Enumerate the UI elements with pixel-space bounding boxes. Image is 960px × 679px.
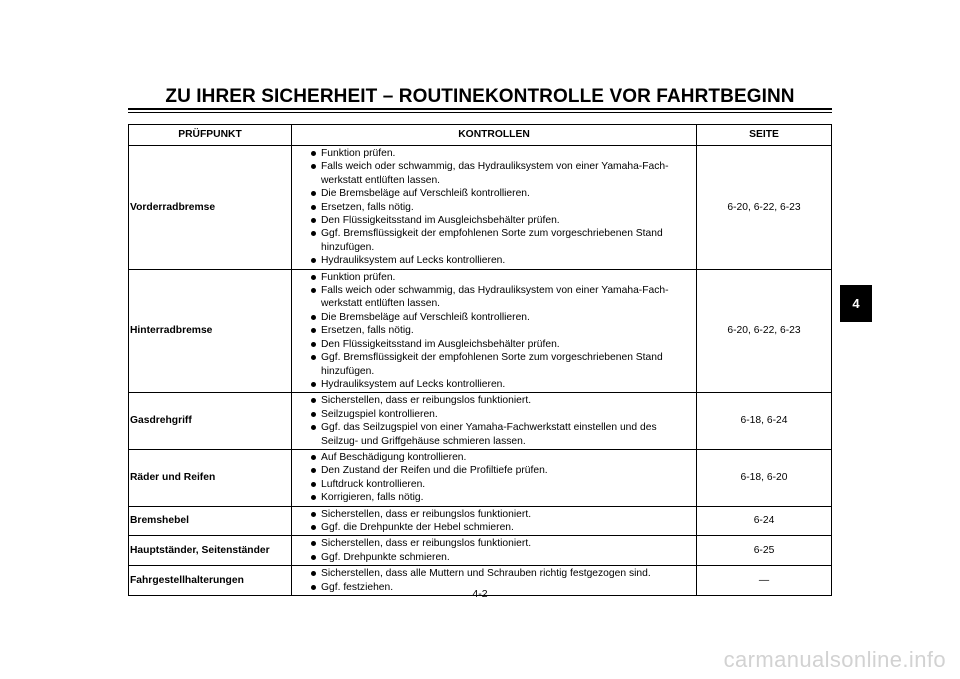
- check-point-cell: Räder und Reifen: [129, 449, 292, 506]
- bullet-icon: [311, 382, 316, 387]
- list-item: [321, 537, 692, 550]
- list-item: [321, 451, 692, 464]
- table-row: [129, 449, 832, 506]
- table-row: [129, 269, 832, 393]
- check-text: Hydrauliksystem auf Lecks kontrollieren.: [321, 255, 506, 267]
- title-rule-top: [128, 108, 832, 110]
- check-point-cell: Hauptständer, Seitenständer: [129, 536, 292, 566]
- check-text: Falls weich oder schwammig, das Hydrauliksystem von einer Yamaha-Fach-werkstatt entlüften lassen.: [321, 161, 669, 186]
- page-ref-cell: —: [697, 566, 832, 596]
- bullet-icon: [311, 164, 316, 169]
- check-text: Korrigieren, falls nötig.: [321, 492, 424, 504]
- check-point-cell: Hinterradbremse: [129, 269, 292, 393]
- check-text: Ggf. Bremsflüssigkeit der empfohlenen Sorte zum vorgeschriebenen Stand hinzufügen.: [321, 228, 663, 253]
- check-point-cell: Gasdrehgriff: [129, 393, 292, 450]
- page-title: ZU IHRER SICHERHEIT – ROUTINEKONTROLLE VOR FAHRTBEGINN: [165, 86, 795, 107]
- check-text: Luftdruck kontrollieren.: [321, 478, 426, 490]
- list-item: [321, 214, 692, 227]
- check-text: Ggf. die Drehpunkte der Hebel schmieren.: [321, 521, 514, 533]
- checks-cell: [292, 146, 697, 270]
- list-item: [321, 160, 692, 187]
- bullet-icon: [311, 205, 316, 210]
- list-item: [321, 521, 692, 534]
- list-item: [321, 324, 692, 337]
- bullet-icon: [311, 275, 316, 280]
- list-item: [321, 201, 692, 214]
- check-text: Ggf. das Seilzugspiel von einer Yamaha-Fachwerkstatt einstellen und des Seilzug- und Griffgehäuse schmieren lassen.: [321, 422, 657, 447]
- table-header-row: [129, 125, 832, 146]
- check-text: Ggf. Bremsflüssigkeit der empfohlenen Sorte zum vorgeschriebenen Stand hinzufügen.: [321, 352, 663, 377]
- chapter-tab: 4: [840, 285, 872, 322]
- list-item: [321, 421, 692, 448]
- inspection-table: [128, 124, 832, 596]
- checks-list: [321, 537, 692, 564]
- bullet-icon: [311, 495, 316, 500]
- check-point-cell: Vorderradbremse: [129, 146, 292, 270]
- page-ref-cell: 6-20, 6-22, 6-23: [697, 269, 832, 393]
- check-text: Seilzugspiel kontrollieren.: [321, 408, 438, 420]
- bullet-icon: [311, 288, 316, 293]
- bullet-icon: [311, 512, 316, 517]
- list-item: [321, 284, 692, 311]
- page-number: 4-2: [472, 588, 488, 600]
- bullet-icon: [311, 258, 316, 263]
- title-rule-bottom: [128, 112, 832, 113]
- page-ref-cell: 6-18, 6-20: [697, 449, 832, 506]
- watermark-text: carmanualsonline.info: [723, 647, 946, 672]
- check-text: Den Flüssigkeitsstand im Ausgleichsbehälter prüfen.: [321, 338, 560, 350]
- list-item: [321, 394, 692, 407]
- bullet-icon: [311, 541, 316, 546]
- bullet-icon: [311, 555, 316, 560]
- check-point-cell: Bremshebel: [129, 506, 292, 536]
- bullet-icon: [311, 191, 316, 196]
- checks-cell: [292, 536, 697, 566]
- bullet-icon: [311, 468, 316, 473]
- header-page: SEITE: [697, 125, 832, 146]
- check-text: Ggf. festziehen.: [321, 581, 394, 593]
- bullet-icon: [311, 425, 316, 430]
- bullet-icon: [311, 151, 316, 156]
- checks-cell: [292, 506, 697, 536]
- list-item: [321, 478, 692, 491]
- bullet-icon: [311, 455, 316, 460]
- page-ref-cell: 6-24: [697, 506, 832, 536]
- table-row: [129, 536, 832, 566]
- list-item: [321, 551, 692, 564]
- bullet-icon: [311, 342, 316, 347]
- check-point-cell: Fahrgestellhalterungen: [129, 566, 292, 596]
- checks-list: [321, 508, 692, 535]
- check-text: Die Bremsbeläge auf Verschleiß kontrollieren.: [321, 188, 530, 200]
- list-item: [321, 378, 692, 391]
- bullet-icon: [311, 218, 316, 223]
- bullet-icon: [311, 585, 316, 590]
- list-item: [321, 254, 692, 267]
- table-row: [129, 393, 832, 450]
- bullet-icon: [311, 412, 316, 417]
- check-text: Auf Beschädigung kontrollieren.: [321, 451, 467, 463]
- check-text: Sicherstellen, dass er reibungslos funktioniert.: [321, 508, 532, 520]
- bullet-icon: [311, 328, 316, 333]
- list-item: [321, 227, 692, 254]
- page-ref-cell: 6-18, 6-24: [697, 393, 832, 450]
- checks-list: [321, 147, 692, 268]
- check-text: Den Flüssigkeitsstand im Ausgleichsbehälter prüfen.: [321, 215, 560, 227]
- check-text: Die Bremsbeläge auf Verschleiß kontrollieren.: [321, 311, 530, 323]
- check-text: Ggf. Drehpunkte schmieren.: [321, 551, 450, 563]
- list-item: [321, 464, 692, 477]
- page-ref-cell: 6-20, 6-22, 6-23: [697, 146, 832, 270]
- check-text: Ersetzen, falls nötig.: [321, 325, 414, 337]
- list-item: [321, 567, 692, 580]
- list-item: [321, 351, 692, 378]
- check-text: Funktion prüfen.: [321, 148, 396, 159]
- checks-list: [321, 394, 692, 448]
- bullet-icon: [311, 315, 316, 320]
- check-text: Sicherstellen, dass er reibungslos funktioniert.: [321, 538, 532, 550]
- list-item: [321, 187, 692, 200]
- list-item: [321, 338, 692, 351]
- check-text: Den Zustand der Reifen und die Profiltiefe prüfen.: [321, 465, 548, 477]
- checks-cell: [292, 269, 697, 393]
- list-item: [321, 491, 692, 504]
- bullet-icon: [311, 231, 316, 236]
- list-item: [321, 271, 692, 284]
- bullet-icon: [311, 571, 316, 576]
- table-row: [129, 146, 832, 270]
- list-item: [321, 408, 692, 421]
- check-text: Hydrauliksystem auf Lecks kontrollieren.: [321, 378, 506, 390]
- check-text: Sicherstellen, dass alle Muttern und Schrauben richtig festgezogen sind.: [321, 568, 651, 580]
- table-body: [129, 146, 832, 596]
- checks-cell: [292, 449, 697, 506]
- bullet-icon: [311, 482, 316, 487]
- check-text: Falls weich oder schwammig, das Hydrauliksystem von einer Yamaha-Fach-werkstatt entlüften lassen.: [321, 285, 669, 310]
- checks-list: [321, 271, 692, 392]
- check-text: Ersetzen, falls nötig.: [321, 201, 414, 213]
- list-item: [321, 311, 692, 324]
- table-row: [129, 506, 832, 536]
- checks-cell: [292, 393, 697, 450]
- check-text: Sicherstellen, dass er reibungslos funktioniert.: [321, 395, 532, 407]
- bullet-icon: [311, 398, 316, 403]
- check-text: Funktion prüfen.: [321, 271, 396, 283]
- header-check-point: PRÜFPUNKT: [129, 125, 292, 146]
- bullet-icon: [311, 355, 316, 360]
- bullet-icon: [311, 525, 316, 530]
- page-ref-cell: 6-25: [697, 536, 832, 566]
- list-item: [321, 147, 692, 160]
- header-checks: KONTROLLEN: [292, 125, 697, 146]
- checks-list: [321, 451, 692, 505]
- list-item: [321, 508, 692, 521]
